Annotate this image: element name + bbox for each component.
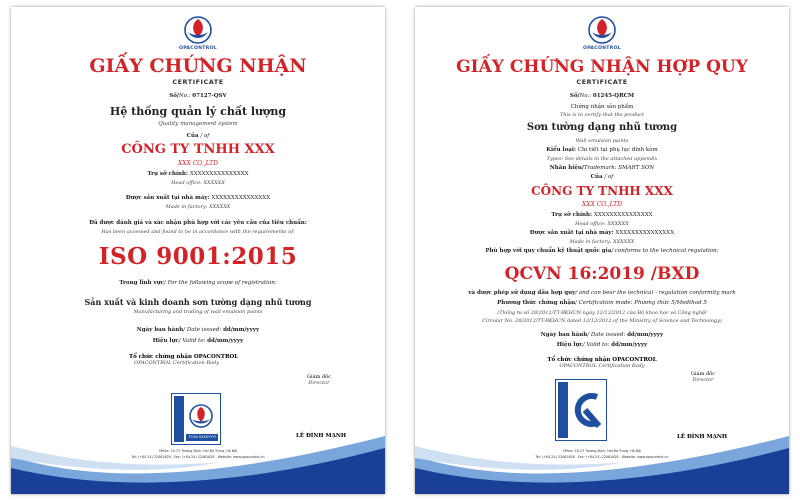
management-system-en: Quality management system <box>158 121 238 127</box>
certification-body-label: Tổ chức chứng nhận OPACONTROL <box>547 357 657 363</box>
iso-standard: ISO 9001:2015 <box>98 243 298 270</box>
product-name: Sơn tường dạng nhũ tương <box>526 122 678 133</box>
certificate-subtitle: CERTIFICATE <box>172 78 224 86</box>
type-value: Chi tiết tại phụ lục đính kèm <box>577 147 658 153</box>
head-office-en: Head office: XXXXXX <box>171 180 225 186</box>
circular-line-1: (Thông tư số 28/2012/TT-BKHCN ngày 12/12/2012 của Bộ khoa học và Công nghệ/ <box>497 310 707 316</box>
circular-line-2: Circular No. 28/2012/TT-BKHCN dated 12/12/2012 of the Ministry of Science and Technology) <box>482 318 722 324</box>
type-line <box>415 147 789 153</box>
footer-wave <box>11 434 385 494</box>
factory-label: Được sản xuất tại nhà máy: <box>529 230 614 236</box>
footer-address: Office: 25-27 Trương Định, Hai Bà Trưng, Hà Nội <box>562 449 642 453</box>
certificate-title: GIẤY CHỨNG NHẬN <box>89 55 307 77</box>
issue-date-label-en: / Date issued: <box>183 327 222 333</box>
issue-date-label: Ngày ban hành <box>136 327 184 333</box>
valid-date-value: dd/mm/yyyy <box>207 338 244 344</box>
regulation-label-en: / conforms to the technical regulation: <box>611 248 719 254</box>
opacontrol-logo-icon <box>183 15 213 45</box>
issue-date-label-en: / Date issued: <box>587 332 626 338</box>
brand-name: OPACONTROL <box>178 46 218 51</box>
of-label-en: / of <box>200 133 210 139</box>
factory-en: Made in factory: XXXXXX <box>569 239 635 245</box>
of-label-en: / of <box>604 174 614 180</box>
certification-body-en: OPACONTROL Certification Body <box>134 360 220 366</box>
product-label-en: This is to certify that the product <box>559 112 645 118</box>
footer-contact: Tel: (+84-24) 22061628 - Fax: (+84-24) 22061628 - Website: www.opacontrol.vn <box>535 455 669 459</box>
valid-date-label-en: / Valid to: <box>178 338 206 344</box>
trademark-line <box>415 165 789 171</box>
certificate-number-line <box>415 93 789 99</box>
regulation-standard: QCVN 16:2019 /BXD <box>504 264 700 284</box>
method-value: / Certification mode: Phương thức 5/Medthod 5 <box>575 300 707 306</box>
trademark-value: Trademark: SMART SON <box>583 165 655 171</box>
company-name-en: XXX CO.,LTD <box>581 201 622 208</box>
certification-body-label: Tổ chức chứng nhận OPACONTROL <box>129 354 239 360</box>
valid-date-label: Hiệu lực <box>152 338 179 344</box>
factory-line <box>415 230 789 236</box>
company-name: CÔNG TY TNHH XXX <box>121 142 275 157</box>
certificate-subtitle: CERTIFICATE <box>576 78 628 86</box>
management-system: Hệ thống quản lý chất lượng <box>109 105 287 118</box>
factory-line <box>11 195 385 201</box>
method-label: Phương thức chứng nhận <box>497 300 576 306</box>
issue-date-label: Ngày ban hành <box>540 332 588 338</box>
footer-contact: Tel: (+84-24) 22061628 - Fax: (+84-24) 22061628 - Website: www.opacontrol.vn <box>131 455 265 459</box>
certificate-number-line <box>11 93 385 99</box>
assessment-statement-en: Has been accessed and found to be in accordance with the requirements of: <box>101 229 295 235</box>
head-office-en: Head office: XXXXXX <box>575 221 629 227</box>
brand-name: OPACONTROL <box>582 46 622 51</box>
permit-line <box>415 290 789 296</box>
head-office-value: XXXXXXXXXXXXXXX <box>593 212 653 218</box>
certificate-number: 01245-QRCM <box>592 93 635 99</box>
director-label: Giám đốc <box>307 374 331 380</box>
number-label: Số/ <box>169 93 179 99</box>
regulation-label-line <box>415 248 789 254</box>
of-line <box>415 174 789 180</box>
opacontrol-logo <box>163 15 233 51</box>
trademark-label: Nhãn hiệu/ <box>549 165 584 171</box>
certification-body <box>31 354 385 366</box>
regulation-label: Phù hợp với quy chuẩn kỹ thuật quốc gia <box>485 248 612 254</box>
certificate-title: GIẤY CHỨNG NHẬN HỢP QUY <box>456 57 748 77</box>
product-name-en: Wall emulsion paints <box>575 138 629 144</box>
opacontrol-logo-icon <box>587 15 617 45</box>
product-label: Chứng nhận sản phẩm <box>570 104 634 110</box>
permit-label-en: / and can bear the technical - regulation conformity mark <box>575 290 736 296</box>
factory-en: Made in factory: XXXXXX <box>165 204 231 210</box>
of-label: Của <box>186 133 199 139</box>
certification-body <box>415 357 789 369</box>
type-en: Types: See details in the attached appendix <box>546 156 658 162</box>
issue-date-value: dd/mm/yyyy <box>223 327 260 333</box>
footer-wave <box>415 434 789 494</box>
valid-date-label: Hiệu lực <box>556 342 583 348</box>
company-name-en: XXX CO.,LTD <box>177 160 218 167</box>
factory-value: XXXXXXXXXXXXXXX <box>615 230 675 236</box>
head-office-line <box>11 171 385 177</box>
scope-text: Sản xuất và kinh doanh sơn tường dạng nhũ tương <box>84 297 312 307</box>
permit-label: và được phép sử dụng dấu hợp quy <box>468 290 576 296</box>
factory-label: Được sản xuất tại nhà máy: <box>125 195 210 201</box>
opacontrol-logo <box>567 15 637 51</box>
of-label: Của <box>590 174 603 180</box>
signer-name: LÊ ĐÌNH MẠNH <box>677 434 728 440</box>
issue-date-line <box>415 332 789 338</box>
certification-mark-code: TCVN XXXXYYYY <box>188 435 217 439</box>
scope-label-line <box>11 280 385 286</box>
valid-date-value: dd/mm/yyyy <box>611 342 648 348</box>
valid-date-label-en: / Valid to: <box>582 342 610 348</box>
company-name: CÔNG TY TNHH XXX <box>531 184 673 198</box>
director-label-en: Director <box>308 380 330 386</box>
head-office-label: Trụ sở chính: <box>551 212 593 218</box>
scope-label-en: / For the following scope of registration: <box>164 280 277 286</box>
method-line <box>415 300 789 306</box>
head-office-label: Trụ sở chính: <box>147 171 189 177</box>
type-label: Kiểu loại: <box>546 147 576 153</box>
footer-address: Office: 25-27 Trương Định, Hai Bà Trưng, Hà Nội <box>158 449 238 453</box>
signer-name: LÊ ĐÌNH MẠNH <box>296 433 347 439</box>
issue-date-line <box>11 327 385 333</box>
factory-value: XXXXXXXXXXXXXXX <box>211 195 271 201</box>
director-block <box>307 374 331 386</box>
valid-date-line <box>11 338 385 344</box>
assessment-statement: Đã được đánh giá và xác nhận phù hợp với các yêu cầu của tiêu chuẩn: <box>89 220 307 226</box>
number-label-en: No.: <box>178 93 191 99</box>
of-line <box>11 133 385 139</box>
director-label: Giám đốc <box>691 371 715 377</box>
head-office-line <box>415 212 789 218</box>
certificate-conformity <box>415 7 789 494</box>
cr-mark-icon <box>555 379 607 441</box>
certificate-iso <box>11 7 385 494</box>
head-office-value: XXXXXXXXXXXXXXX <box>189 171 249 177</box>
director-block <box>691 371 715 383</box>
valid-date-line <box>415 342 789 348</box>
number-label-en: No.: <box>579 93 592 99</box>
scope-label: Trong lĩnh vực <box>119 280 164 286</box>
issue-date-value: dd/mm/yyyy <box>627 332 664 338</box>
certificate-number: 07127-QSV <box>192 93 227 99</box>
number-label: Số/ <box>569 93 580 99</box>
director-label-en: Director <box>692 377 714 383</box>
scope-text-en: Manufacturing and trading of wall emulsion paints <box>133 309 263 315</box>
certification-body-en: OPACONTROL Certification Body <box>559 363 645 369</box>
